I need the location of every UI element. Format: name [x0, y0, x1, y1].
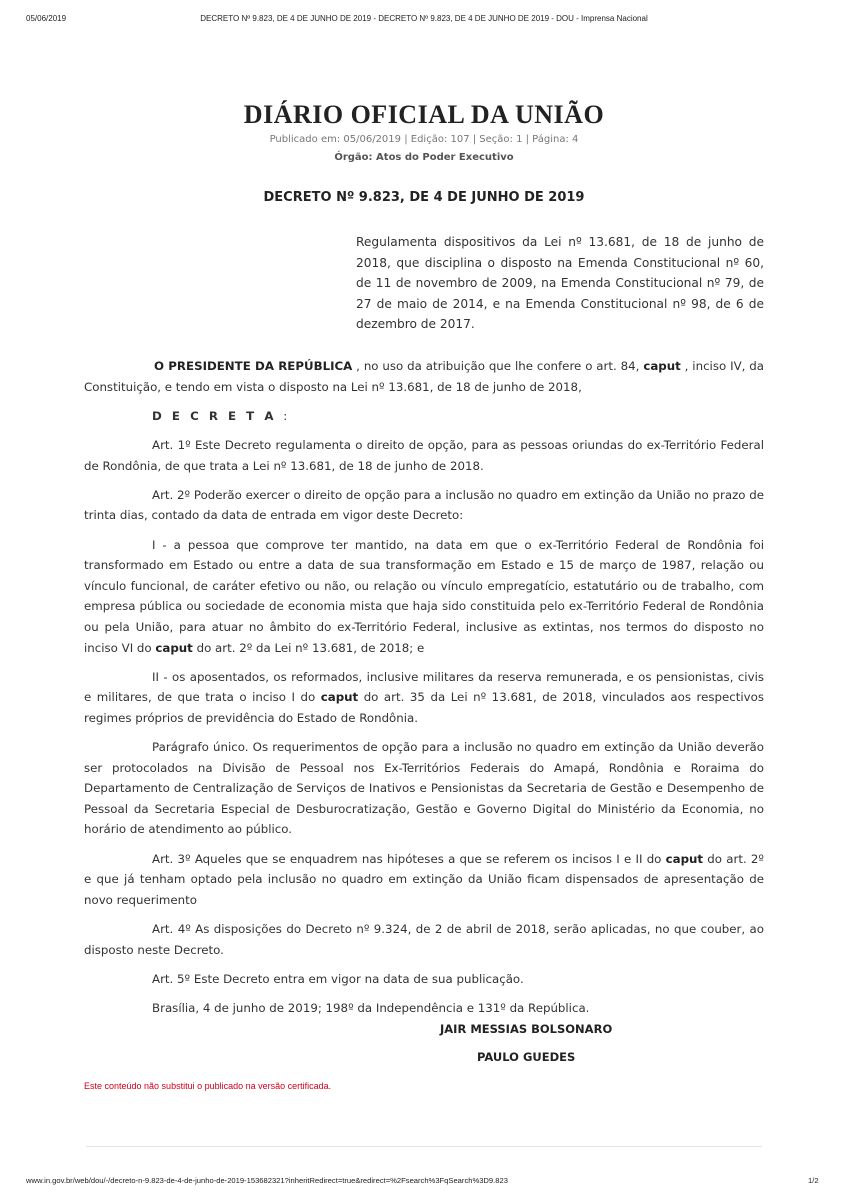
print-date: 05/06/2019 [26, 14, 67, 23]
caput-term: caput [643, 359, 681, 373]
decreta-colon: : [276, 408, 291, 423]
caput-term: caput [155, 640, 193, 655]
orgao-value: Atos do Poder Executivo [372, 152, 514, 163]
decreta [84, 406, 764, 427]
publication-info: Publicado em: 05/06/2019 | Edição: 107 | Seção: 1 | Página: 4 [269, 134, 579, 145]
inciso-2 [84, 667, 764, 729]
divider [86, 1146, 762, 1147]
paragrafo-unico: Parágrafo único. Os requerimentos de opção para a inclusão no quadro em extinção da União deverão ser protocolados na Divisão de Pessoal nos Ex-Territórios Federais do Amapá, Rondônia e Roraima do Departamento de Centralização de Serviços de Inativos e Pensionistas da Secretaria de Gestão e Desempenho de Pessoal da Secretaria Especial de Desburocratização, Gestão e Governo Digital do Ministério da Economia, no horário de atendimento ao público. [84, 740, 764, 837]
decree-title: DECRETO Nº 9.823, DE 4 DE JUNHO DE 2019 [263, 190, 585, 205]
page-number: 1/2 [808, 1176, 819, 1185]
caput-term: caput [320, 690, 359, 705]
article-3 [84, 849, 764, 911]
inciso-text: do art. 35 da Lei nº 13.681, de 2018, vinculados aos respectivos regimes próprios de previdência do Estado de Rondônia. [84, 690, 764, 725]
article-1: Art. 1º Este Decreto regulamenta o direito de opção, para as pessoas oriundas do ex-Território Federal de Rondônia, de que trata a Lei nº 13.681, de 18 de junho de 2018. [84, 437, 764, 473]
closing-place-date: Brasília, 4 de junho de 2019; 198º da Independência e 131º da República. [152, 1000, 590, 1015]
decree-ementa: Regulamenta dispositivos da Lei nº 13.681, de 18 de junho de 2018, que disciplina o disposto na Emenda Constitucional nº 60, de 11 de novembro de 2009, na Emenda Constitucional nº 79, de 27 de maio de 2014, e na Emenda Constitucional nº 98, de 6 de dezembro de 2017. [356, 235, 764, 332]
orgao-label: Órgão: [334, 152, 373, 163]
print-page-title: DECRETO Nº 9.823, DE 4 DE JUNHO DE 2019 - DECRETO Nº 9.823, DE 4 DE JUNHO DE 2019 - DOU - Imprensa Nacional [200, 14, 648, 23]
signature-minister: PAULO GUEDES [477, 1050, 576, 1064]
print-header [0, 14, 848, 26]
orgao [0, 151, 848, 165]
preamble-text: , no uso da atribuição que lhe confere o art. 84, [352, 359, 644, 373]
inciso-text: I - a pessoa que comprove ter mantido, na data em que o ex-Território Federal de Rondônia foi transformado em Estado ou entre a data de sua transformação em Estado e 15 de março de 1987, relação ou vínculo funcional, de caráter efetivo ou não, ou relação ou vínculo empregatício, estatutário ou de trabalho, com empresa pública ou sociedade de economia mista que haja sido constituida pelo ex-Território Federal de Rondônia ou pela União, para atuar no âmbito do ex-Território Federal, inclusive as extintas, nos termos do disposto no inciso VI do [84, 537, 764, 655]
caput-term: caput [665, 851, 704, 866]
print-url: www.in.gov.br/web/dou/-/decreto-n-9.823-de-4-de-junho-de-2019-153682321?inheritRedirect=true&redirect=%2Fsearch%3FqSearch%3D9.823 [26, 1176, 508, 1185]
article-4: Art. 4º As disposições do Decreto nº 9.324, de 2 de abril de 2018, serão aplicadas, no que couber, ao disposto neste Decreto. [84, 922, 764, 957]
article-text: do art. 2º e que já tenham optado pela inclusão no quadro em extinção da União ficam dispensados de apresentação de novo requerimento [84, 851, 764, 907]
signature-president: JAIR MESSIAS BOLSONARO [440, 1022, 613, 1036]
article-5: Art. 5º Este Decreto entra em vigor na data de sua publicação. [152, 971, 524, 986]
preamble-text: , inciso IV, da Constituição, e tendo em vista o disposto na Lei nº 13.681, de 18 de junho de 2018, [84, 359, 765, 394]
journal-name: DIÁRIO OFICIAL DA UNIÃO [243, 100, 605, 129]
article-text: Art. 3º Aqueles que se enquadrem nas hipóteses a que se referem os incisos I e II do [152, 851, 666, 866]
inciso-text: II - os aposentados, os reformados, inclusive militares da reserva remunerada, e os pensionistas, civis e militares, de que trata o inciso I do [84, 669, 764, 705]
masthead [0, 98, 848, 165]
inciso-text: do art. 2º da Lei nº 13.681, de 2018; e [192, 640, 425, 655]
disclaimer: Este conteúdo não substitui o publicado na versão certificada. [84, 1081, 332, 1091]
inciso-1 [84, 535, 764, 659]
decreta-word: D E C R E T A [152, 408, 277, 423]
decree-body [84, 356, 764, 1027]
preamble [84, 356, 764, 397]
president-label: O PRESIDENTE DA REPÚBLICA [154, 359, 353, 373]
article-2: Art. 2º Poderão exercer o direito de opção para a inclusão no quadro em extinção da União no prazo de trinta dias, contado da data de entrada em vigor deste Decreto: [84, 487, 764, 523]
